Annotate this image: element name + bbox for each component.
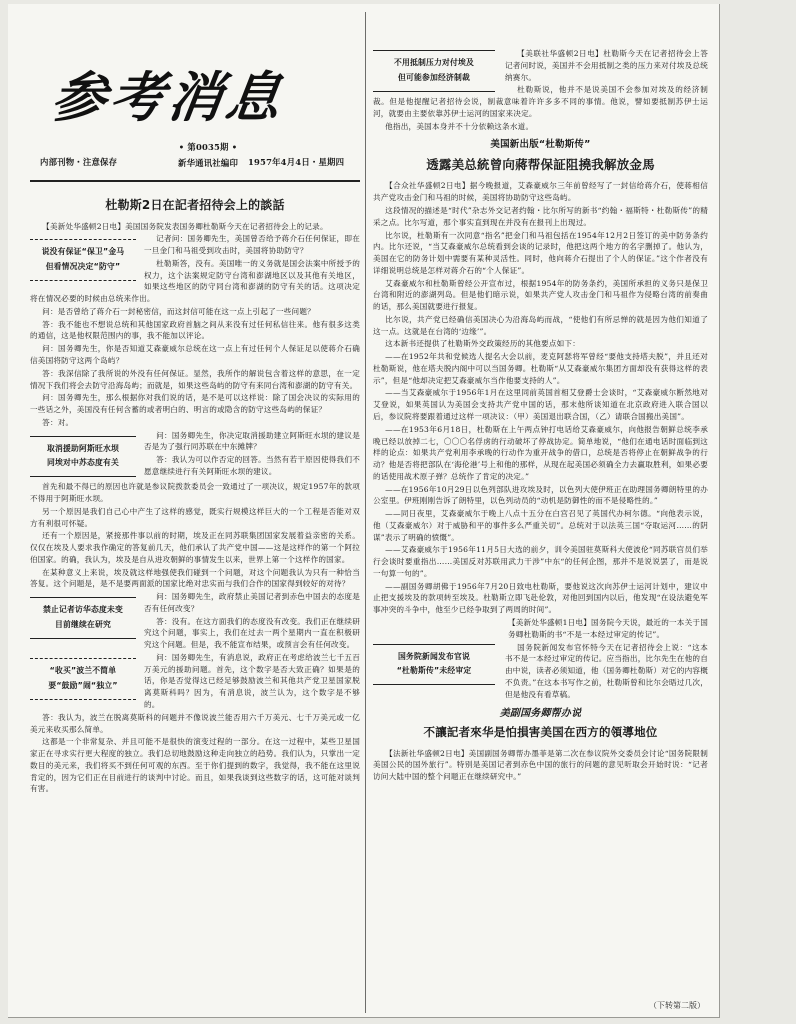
column-divider xyxy=(365,12,366,1013)
article-paragraph: 在某种意义上来说，埃及就这样地强使我们碰到一个问题，对这个问题我认为只有一种恰当答复。这个问题是，是不是要两面派的国家比绝对忠实而与我们合作的国家得到较好的对待？ xyxy=(30,567,360,589)
article-paragraph: 艾森豪威尔和杜勒斯曾经公开宣布过，根据1954年的防务条约，美国所承担的义务只是保卫台湾和附近的澎湖列岛。但是他们暗示说，如果共产党人攻击金门和马祖作为侵略台湾的前奏曲的话，那么美国就要进行报复。 xyxy=(373,278,708,312)
publisher: 新华通讯社编印 xyxy=(178,157,239,168)
article-paragraph: ——当艾森豪威尔于1956年1月在这里同前英国首相艾登爵士会谈时，“艾森豪威尔断然地对艾登说，如果英国认为美国会支持共产党中国的话，那末他所谈知道在北京政府进入联合国以后，参议院将要跟着通过这样一项决议：（甲）美国退出联合国，（乙）请联合国搬出美国”。 xyxy=(373,388,708,421)
subhead-line: 不用抵制压力对付埃及 xyxy=(394,58,474,67)
article-paragraph: 问：国务卿先生，政府禁止美国记者到赤色中国去的态度是否有任何改变？ xyxy=(144,592,360,613)
article-paragraph: 首先和最不得已的原因也许就是参议院拨款委员会一致通过了一项决议，规定1957年的款项不得用于阿斯旺水坝。 xyxy=(30,482,360,503)
article-paragraph: 比尔说，杜勒斯有一次同意“指名”把金门和马祖包括在1954年12月2日签订的美中防务条约内。比尔还说，“当艾森豪威尔总统看到会谈的记录时，他把这两个地方的名字删掉了。他认为，美国在它的防务计划中需要有某种灵活性。同时，他向蒋介石提出了个人的保证。”这个作者没有详细说明总统是怎样对蒋介石的“个人保证”。 xyxy=(373,230,708,275)
article-paragraph: 问：国务卿先生，那么根据你对我们说的话，是不是可以这样说：除了国会决议的实际用的一些话之外，美国没有任何含蓄的或者明白的、明言的或隐含的防守这些岛屿的保证？ xyxy=(30,393,360,415)
bottom-headline: 不讓記者來华是怕損害美国在西方的領導地位 xyxy=(423,724,658,739)
left-headline: 杜勒斯2日在記者招待会上的談話 xyxy=(105,198,285,212)
article-paragraph: 问：是否曾给了蒋介石一封秘密信，而这封信可能在这一点上引起了一些问题？ xyxy=(42,306,315,316)
subhead-line: 但可能参加经济制裁 xyxy=(398,72,470,82)
article-paragraph: 问：国务卿先生，你决定取消援助建立阿斯旺水坝的建议是否是为了强行同苏联在中东摊牌？ xyxy=(144,430,360,452)
article-paragraph: 问：国务卿先生，有消息说，政府正在考虑给波兰七千五百万美元的援助问题。首先，这个数字是否大致正确？如果是的话，你是否觉得这已经足够鼓励波兰和其他共产党卫星国家脱离莫斯科吗？因为，有消息说，波兰认为，这个数字是不够的。 xyxy=(144,652,360,710)
article-paragraph: 答：没有。在这方面我们的态度没有改变。我们正在继续研究这个问题，事实上，我们在过去一两个星期内一直在积极研究这个问题。但是，我不能宣布结果，或预言会有任何改变。 xyxy=(144,616,360,650)
issue-block xyxy=(178,140,238,172)
article-paragraph: 【法新社华盛顿2日电】美国副国务卿帮办墨菲是第二次在参议院外交委员会讨论“国务院限制美国公民的国外旅行”。特别是美国记者到赤色中国的旅行的问题的意见听取会开始时说：“记者访问大陆中国的整个问题正在继续研究中。” xyxy=(373,748,708,782)
subhead-line: 禁止记者访华态度未变 xyxy=(43,605,123,615)
left-column xyxy=(30,4,360,1017)
article-paragraph: ——艾森豪威尔于1956年11月5日大选的前夕，训令美国驻莫斯科大使波伦“同苏联官员们举行会谈时要重指出……美国反对苏联用武力干涉”中东“的任何企图，那并不是说说罢了，而是说一句算一句的”。 xyxy=(373,545,708,578)
article-paragraph: 【合众社华盛顿2日电】据今晚报道，艾森豪威尔三年前曾经写了一封信给蒋介石，使蒋相信共产党攻击金门和马祖的时候，美国将协助防守这些岛屿。 xyxy=(373,181,708,203)
subhead-box-journalists xyxy=(30,597,136,639)
article-paragraph: 这本新书还提供了杜勒斯外交政策经历的其他要点如下： xyxy=(385,339,580,349)
article-paragraph: 国务院新闻发布官怀特今天在记者招待会上说：“这本书不是一本经过审定的传记。应当指出，比尔先生在他的自由中说，读者必须知道，他（国务卿杜勒斯）对它的内容概不负责。”在这本书写作之前，杜勒斯曾和比尔会晤过几次，但是他没有看草稿。 xyxy=(505,642,708,699)
article-paragraph: 问：国务卿先生，你是否知道艾森豪威尔总统在这一点上有过任何个人保证足以使蒋介石确信美国将防守这两个岛屿？ xyxy=(30,344,360,366)
right-kicker: 美国新出版“杜勒斯传” xyxy=(490,139,591,151)
article-paragraph: 杜勒斯答，没有。美国唯一的义务就是国会法案中所授予的权力，这个法案规定防守台湾和澎湖地区以及其他有关地区，如果这些地区的防守同台湾和澎湖的防守有关的话。这项决定将在情况必要的时候由总统来作出。 xyxy=(30,258,360,304)
article-paragraph: 还有一个原因是，紧接那件事以前的时期，埃及正在同苏联集团国家发展着益亲密的关系。仅仅在埃及人要求我作确定的答复前几天，他们承认了共产党中国——这是这样作的第一个阿拉伯国家。的确，我认为，埃及是自从进攻朝鲜的事情发生以来，世界上第一个这样作的国家。 xyxy=(30,531,360,564)
masthead-rule xyxy=(30,180,360,182)
subhead-line: 同埃对中苏态度有关 xyxy=(47,458,119,468)
subhead-line: 国务院新闻发布官说 xyxy=(398,651,470,661)
right-column xyxy=(373,4,708,1017)
subhead-line: 取消援助阿斯旺水坝 xyxy=(47,443,119,453)
article-paragraph: 比尔说，共产党已经确信美国决心为沿海岛屿而战，“使他们有所忌惮的就是因为他们知道了这一点。这就是在台湾的‘边缘’”。 xyxy=(373,314,708,336)
article-paragraph: ——在1952年共和党候选人提名大会以前，麦克阿瑟将军曾经“要他支持塔夫脱”，并且还对杜勒斯说，他在塔夫脱内阁中可以当国务卿。杜勒斯“从艾森豪威尔集团方面却没有获得这样的表示”，但是“他却决定把艾森豪威尔当作他要支持的人”。 xyxy=(373,352,708,385)
subhead-box-poland xyxy=(30,658,136,700)
article-paragraph: ——同日夜里，艾森豪威尔于晚上八点十五分在白宫召见了英国代办柯尔德。“向他表示说，他（艾森豪威尔）对于威胁和平的事件多么严重关切”。总统对于以法英三国“夺取运河……的阴谋”表示了明确的愤慨”。 xyxy=(373,509,708,542)
article-paragraph: 记者问：国务卿先生，美国曾否给予蒋介石任何保证，即在一旦金门和马祖受到攻击时，美国将协助防守？ xyxy=(144,234,360,256)
left-lead: 【美新处华盛顿2日电】美国国务院发表国务卿杜勒斯今天在记者招待会上的记录。 xyxy=(42,221,328,231)
subhead-box-biography xyxy=(373,644,495,686)
article-paragraph: 答：我认为，波兰在脱离莫斯科的问题并不像说波兰能否用六千万美元、七千万美元或一亿美元来收买那么简单。 xyxy=(30,712,360,734)
article-paragraph: 【美新处华盛顿1日电】国务院今天说，最近的一本关于国务卿杜勒斯的书“不是一本经过审定的传记”。 xyxy=(508,618,708,639)
publication-date: 1957年4月4日・星期四 xyxy=(248,157,345,167)
subhead-line: “杜勒斯传”未经审定 xyxy=(396,666,472,676)
article-paragraph: 他指出，美国本身并不十分依赖这条水道。 xyxy=(385,121,534,131)
article-paragraph: ——在1956年10月29日以色列部队进攻埃及时，以色列大使伊班正在助理国务卿朗特里的办公室里。伊班刚刚告诉了朗特里，以色列动员的“动机是防御性的而不是侵略性的。” xyxy=(373,484,708,506)
right-headline: 透露美总統曾向蔣帮保証阻撓我解放金馬 xyxy=(426,157,655,173)
subhead-line: 要“鼓励”闹“独立” xyxy=(48,680,118,690)
subhead-line: 但看情况决定“防守” xyxy=(45,262,121,272)
article-paragraph: 杜勒斯说，他并不是说美国不会参加对埃及的经济制裁。但是他提醒记者招待会说，制裁意味着许许多多不同的事情。他说，譬如要抵制苏伊士运河，就要由主要依靠苏伊士运河的国家来决定。 xyxy=(373,85,708,118)
subhead-box-guarantee xyxy=(30,239,136,281)
article-paragraph: 答：我不能也不想说总统和其他国家政府首脑之间从来没有过任何私信往来。他有很多这类的通信，这是他权限范围内的事，我不能加以评论。 xyxy=(30,319,360,341)
subhead-box-aswan xyxy=(30,436,136,478)
subhead-box-sanctions xyxy=(373,50,495,92)
internal-publication-label: 内部刊物・注意保存 xyxy=(40,157,118,167)
newspaper-title: 参考消息 xyxy=(47,65,289,129)
subhead-line: 目前继续在研究 xyxy=(55,619,111,629)
article-paragraph: 【美联社华盛顿2日电】杜勒斯今天在记者招待会上答记者问时说，美国并不会用抵制之类的压力来对付埃及总统纳赛尔。 xyxy=(505,49,708,82)
subhead-line: “收买”波兰不简单 xyxy=(49,665,117,675)
article-paragraph: 这都是一个非常复杂、并且可能不是很快的演变过程的一部分。在这一过程中，某些卫星国家正在寻求实行更大程度的独立。我们总切地鼓励这种走向独立的趋势。我们认为，只掌出一定数目的美元来，我们将买不到任何可观的东西。至于你们提到的数字，我觉得，我不能在这里说肯定的，因为它们正在目前进行的谈判中讨论。而且，如果我谈到这些数字的话，这可能对谈判有害。 xyxy=(30,737,360,794)
article-paragraph: 答：对。 xyxy=(42,417,74,427)
newspaper-page xyxy=(8,4,720,1018)
article-paragraph: 另一个原因是我们自己心中产生了这样的感觉，既实行规模这样巨大的一个工程是否能对双方有利很可怀疑。 xyxy=(30,506,360,528)
article-paragraph: 答：我认为可以作否定的回答。当然有若干原因使得我们不愿意继续进行有关阿斯旺水坝的建议。 xyxy=(144,455,360,476)
subhead-line: 说没有保证“保卫”金马 xyxy=(41,247,125,257)
issue-number: • 第0035期 • xyxy=(178,140,238,156)
bottom-kicker: 美副国务卿帮办说 xyxy=(499,708,582,720)
article-paragraph: 答：我深信除了我所说的外没有任何保证。显然，我所作的解说包含着这样的意思，在一定情况下我们将会去防守沿海岛屿；而就是，如果这些岛屿的防守有来同台湾和澎湖的防守有关。 xyxy=(30,368,360,390)
continued-note: （下转第二版） xyxy=(649,1001,705,1010)
article-paragraph: ——在1953年6月18日，杜勒斯在上午两点钟打电话给艾森豪威尔，向他报告朝鲜总统李承晚已经以放掉二七，〇〇〇名俘虏的行动破坏了停战协定。简单地说，“他们在通电话时面临到这样的论点：如果共产党利用李承晚的行动作为重开战争的借口，总统是否将停止在朝鲜战争的行动？他是否将把部队在‘海伦港’号上和他的那样，从现在起美国必须确全力去赢取胜利，如果必要的话使用战术原子弹？总统作了肯定的决定。” xyxy=(373,424,708,481)
article-paragraph: 这段情况的描述是“时代”杂志外交记者约翰・比尔所写的新书“约翰・福斯特・杜勒斯传”的精采之点。比尔写道，那个事实直到现在并没有在报刊上出现过。 xyxy=(373,205,708,227)
article-paragraph: ——副国务卿胡佛于1956年7月20日致电杜勒斯，要他说这次向苏伊士运河计划中，建议中止把支援埃及的款项转至埃及。杜勒斯立即飞赴伦敦，对他回到国内以后，他发现“在设法避免军事冲突的斗争中，他至少已经争取到了两周的时间”。 xyxy=(373,581,708,615)
masthead xyxy=(30,4,360,190)
